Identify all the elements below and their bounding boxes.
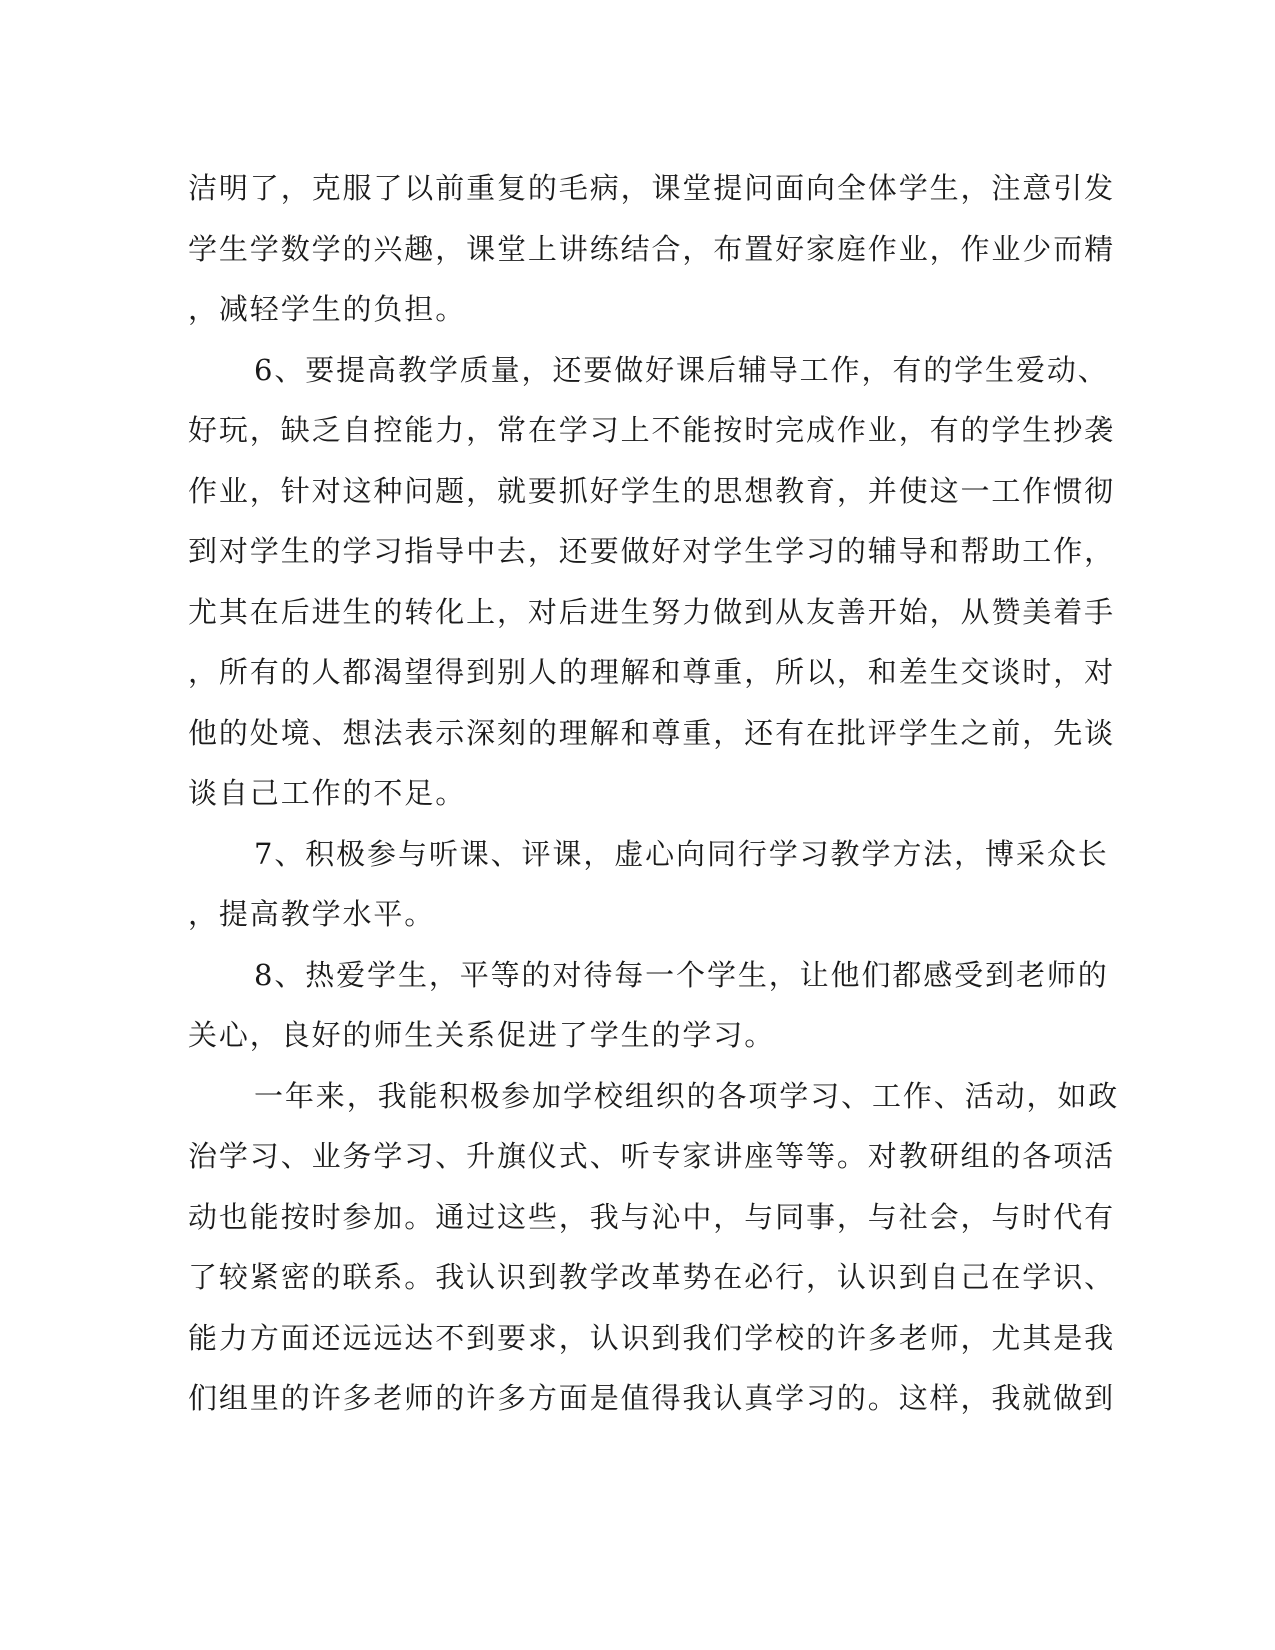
paragraph-item-6: 6、要提高教学质量，还要做好课后辅导工作，有的学生爱动、	[254, 352, 1109, 387]
paragraph-summary: 一年来，我能积极参加学校组织的各项学习、工作、活动，如政	[254, 1078, 1120, 1113]
text-line: 作业，针对这种问题，就要抓好学生的思想教育，并使这一工作惯彻	[188, 473, 1116, 508]
text-line: 治学习、业务学习、升旗仪式、听专家讲座等等。对教研组的各项活	[188, 1139, 1116, 1173]
text-line: 了较紧密的联系。我认识到教学改革势在必行，认识到自己在学识、	[188, 1260, 1116, 1294]
text-line: 能力方面还远远达不到要求，认识到我们学校的许多老师，尤其是我	[188, 1320, 1116, 1355]
text-line: 们组里的许多老师的许多方面是值得我认真学习的。这样，我就做到	[188, 1381, 1116, 1415]
text-line: 谈自己工作的不足。	[188, 776, 467, 810]
text-line: 学生学数学的兴趣，课堂上讲练结合，布置好家庭作业，作业少而精	[188, 231, 1116, 266]
text-line: 关心，良好的师生关系促进了学生的学习。	[188, 1018, 776, 1052]
text-line: ，减轻学生的负担。	[188, 292, 467, 326]
text-line: 好玩，缺乏自控能力，常在学习上不能按时完成作业，有的学生抄袭	[188, 413, 1116, 447]
paragraph-item-7: 7、积极参与听课、评课，虚心向同行学习教学方法，博采众长	[254, 836, 1109, 871]
text-line: 尤其在后进生的转化上，对后进生努力做到从友善开始，从赞美着手	[188, 594, 1116, 629]
body-text	[188, 158, 1120, 1429]
paragraph-item-8: 8、热爱学生，平等的对待每一个学生，让他们都感受到老师的	[254, 957, 1109, 992]
text-line: ，提高教学水平。	[188, 897, 436, 931]
text-line: ，所有的人都渴望得到别人的理解和尊重，所以，和差生交谈时，对	[188, 655, 1116, 689]
text-line: 他的处境、想法表示深刻的理解和尊重，还有在批评学生之前，先谈	[188, 715, 1116, 750]
text-line: 洁明了，克服了以前重复的毛病，课堂提问面向全体学生，注意引发	[188, 171, 1116, 205]
text-line: 到对学生的学习指导中去，还要做好对学生学习的辅导和帮助工作，	[188, 534, 1116, 568]
text-line: 动也能按时参加。通过这些，我与沁中，与同事，与社会，与时代有	[188, 1199, 1116, 1234]
